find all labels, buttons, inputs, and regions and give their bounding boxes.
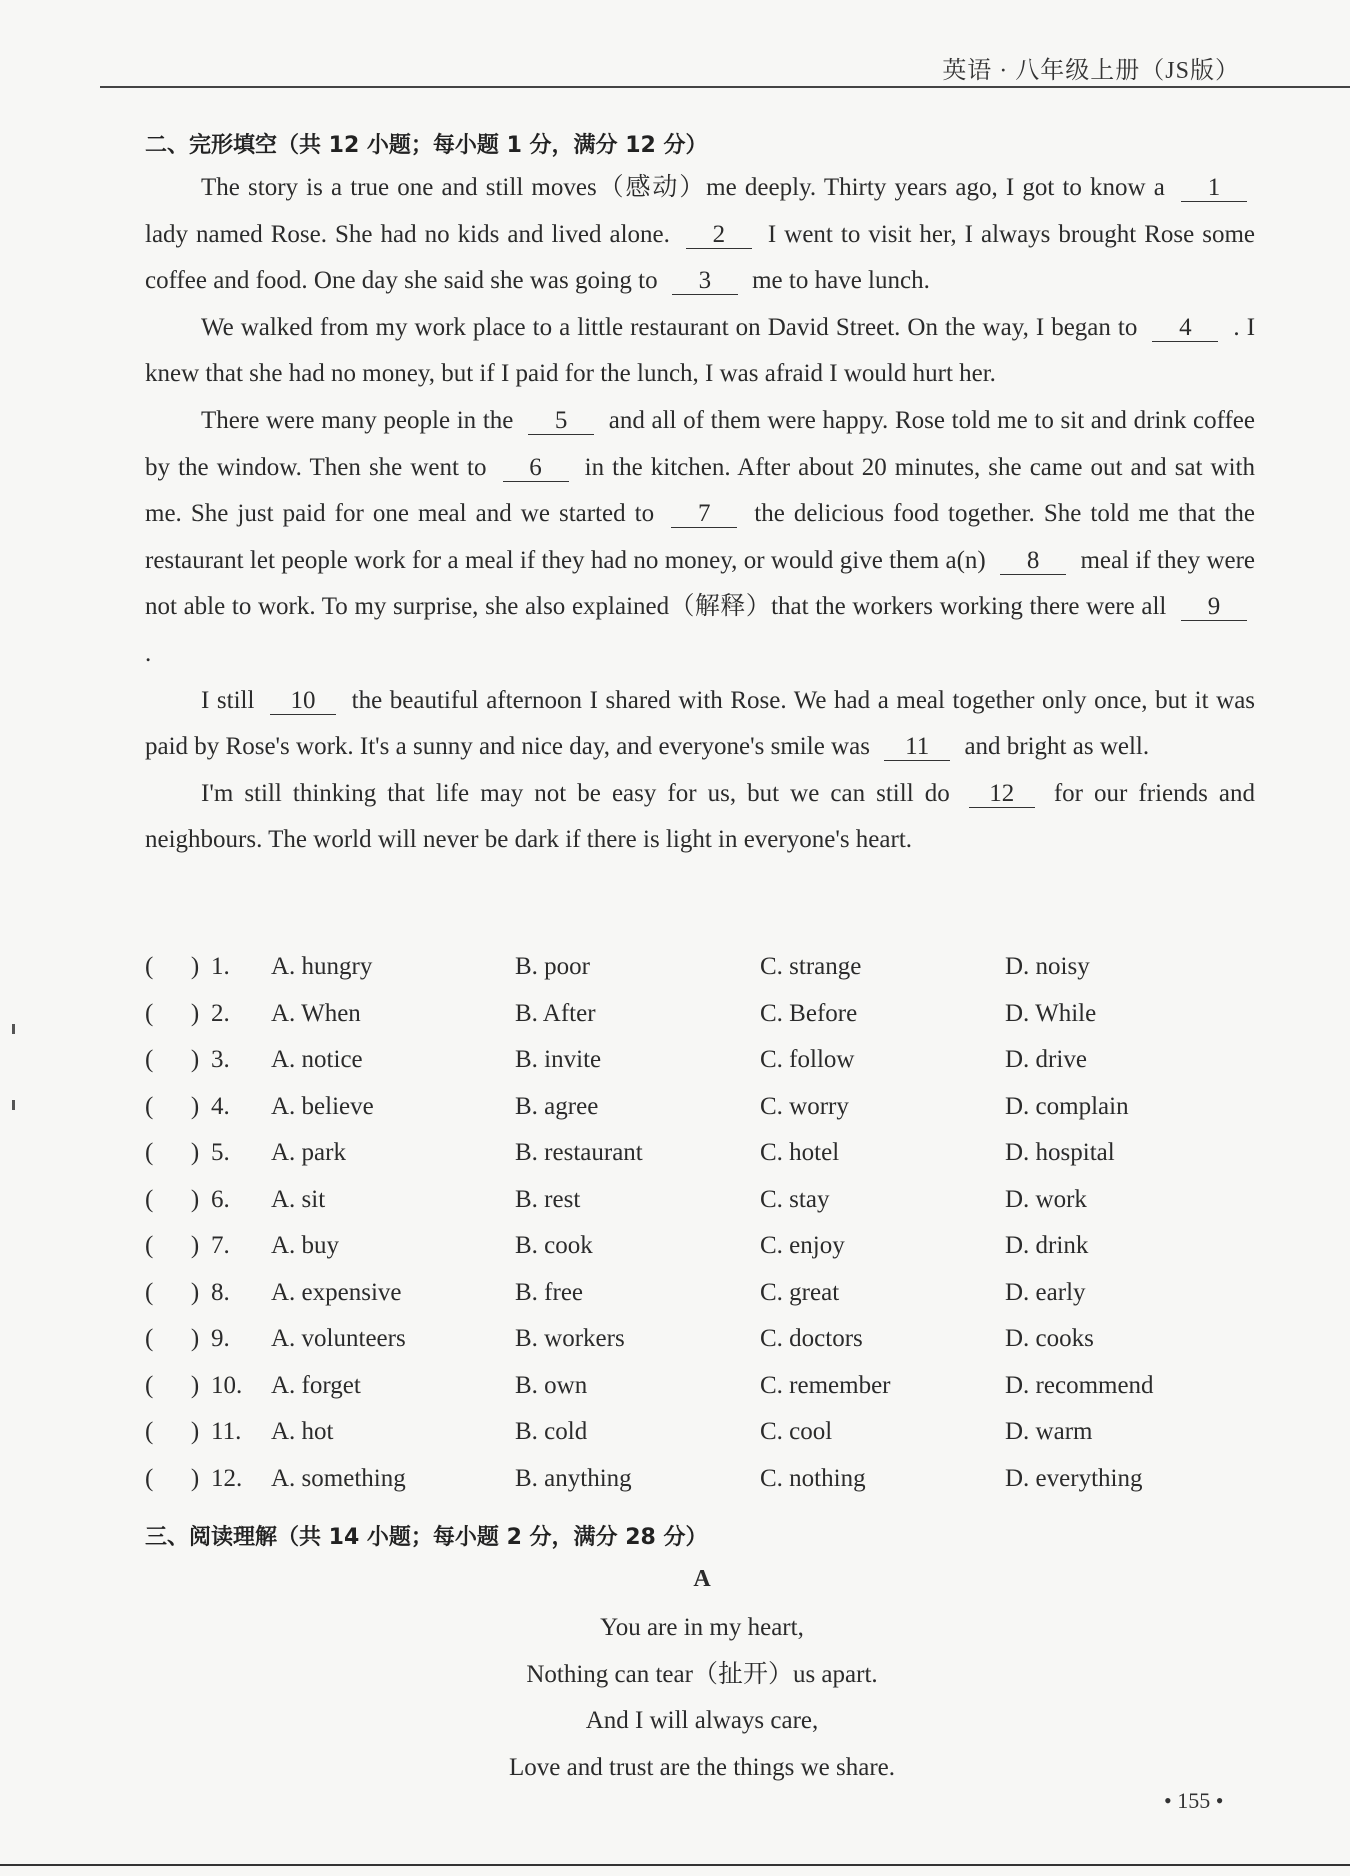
passage-text: me to have lunch. xyxy=(752,267,930,295)
page-number: • 155 • xyxy=(1164,1788,1224,1813)
question-number: 3. xyxy=(211,1046,230,1073)
choice-c: C. doctors xyxy=(760,1325,863,1352)
question-number: 5. xyxy=(211,1139,230,1166)
choice-c: C. hotel xyxy=(760,1139,840,1166)
choice-c: C. Before xyxy=(760,999,858,1027)
question-number: 12. xyxy=(211,1464,243,1492)
answer-bracket: ( ) xyxy=(145,1232,200,1259)
passage-text: lady named Rose. She had no kids and lived alone. xyxy=(145,220,670,248)
section-heading-cloze: 二、完形填空（共 12 小题；每小题 1 分，满分 12 分） xyxy=(145,133,708,158)
poem xyxy=(0,1605,1350,1791)
header-divider xyxy=(100,86,1350,88)
option-row xyxy=(145,1465,1255,1512)
option-row xyxy=(145,1232,1255,1279)
option-row xyxy=(145,1418,1255,1465)
cloze-blank: 7 xyxy=(671,501,737,528)
option-row xyxy=(145,953,1255,1000)
question-number: 9. xyxy=(211,1325,230,1352)
passage-text: I went to visit her, I always brought Rose some coffee and food. One day she said she was going to xyxy=(145,220,1255,295)
choice-c: C. worry xyxy=(760,1092,849,1120)
option-row xyxy=(145,1325,1255,1372)
choice-b: B. poor xyxy=(515,953,590,980)
question-number: 6. xyxy=(211,1185,230,1213)
passage-text: I'm still thinking that life may not be easy for us, but we can still do xyxy=(201,779,950,807)
cloze-blank: 12 xyxy=(969,781,1035,808)
answer-bracket: ( ) xyxy=(145,1464,200,1492)
passage-text: . I knew that she had no money, but if I paid for the lunch, I was afraid I would hurt her. xyxy=(145,313,1256,388)
choice-c: C. follow xyxy=(760,1046,855,1073)
choice-d: D. hospital xyxy=(1005,1139,1115,1166)
choice-a: A. believe xyxy=(271,1092,374,1120)
choice-d: D. work xyxy=(1005,1185,1087,1213)
margin-mark xyxy=(12,1024,15,1034)
choice-d: D. complain xyxy=(1005,1092,1129,1120)
choice-a: A. When xyxy=(271,999,361,1027)
answer-bracket: ( ) xyxy=(145,953,200,980)
passage-text: the delicious food together. She told me that the restaurant let people work for a meal if they had no money, or would give them a(n) xyxy=(145,500,1256,574)
question-number: 7. xyxy=(211,1232,230,1259)
cloze-blank: 4 xyxy=(1152,315,1218,342)
choice-a: A. expensive xyxy=(271,1278,402,1306)
passage-paragraph xyxy=(145,771,1255,864)
passage-paragraph xyxy=(145,165,1255,305)
choice-b: B. cold xyxy=(515,1418,588,1445)
margin-mark xyxy=(12,1100,15,1110)
question-number: 2. xyxy=(211,999,230,1027)
cloze-blank: 10 xyxy=(270,688,336,715)
cloze-blank: 6 xyxy=(503,455,569,482)
answer-bracket: ( ) xyxy=(145,1139,200,1166)
answer-bracket: ( ) xyxy=(145,1185,200,1213)
option-row xyxy=(145,1046,1255,1093)
poem-line: Nothing can tear（扯开）us apart. xyxy=(526,1660,878,1688)
choice-a: A. park xyxy=(271,1139,346,1166)
section-heading-reading: 三、阅读理解（共 14 小题；每小题 2 分，满分 28 分） xyxy=(145,1525,708,1550)
cloze-blank: 3 xyxy=(672,268,738,295)
cloze-blank: 8 xyxy=(1000,548,1066,575)
option-row xyxy=(145,1139,1255,1186)
choice-a: A. hot xyxy=(271,1418,334,1445)
choice-d: D. drink xyxy=(1005,1232,1089,1259)
passage-paragraph xyxy=(145,398,1255,678)
option-row xyxy=(145,1279,1255,1326)
choice-b: B. agree xyxy=(515,1092,599,1120)
cloze-blank: 1 xyxy=(1181,175,1247,202)
footer-divider xyxy=(0,1864,1350,1866)
reading-part-label: A xyxy=(693,1566,711,1592)
choice-d: D. While xyxy=(1005,999,1097,1027)
poem-line: Love and trust are the things we share. xyxy=(509,1753,895,1781)
choice-b: B. cook xyxy=(515,1232,593,1259)
choice-b: B. own xyxy=(515,1371,588,1399)
option-row xyxy=(145,1372,1255,1419)
question-number: 4. xyxy=(211,1092,230,1120)
choice-d: D. noisy xyxy=(1005,953,1090,980)
question-number: 10. xyxy=(211,1371,243,1399)
cloze-blank: 11 xyxy=(884,734,950,761)
passage-text: for our friends and neighbours. The world will never be dark if there is light in everyone's heart. xyxy=(145,779,1256,854)
answer-bracket: ( ) xyxy=(145,1278,200,1306)
choice-d: D. everything xyxy=(1005,1464,1143,1492)
choice-d: D. warm xyxy=(1005,1418,1093,1445)
passage-text: I still xyxy=(201,686,255,714)
choice-b: B. anything xyxy=(515,1464,632,1492)
option-row xyxy=(145,1093,1255,1140)
passage-text: and all of them were happy. Rose told me to sit and drink coffee by the window. Then she went to xyxy=(145,406,1256,481)
choice-c: C. great xyxy=(760,1278,840,1306)
choice-d: D. drive xyxy=(1005,1046,1087,1073)
passage-text: meal if they were not able to work. To my surprise, she also explained（解释）that the workers working there were all xyxy=(145,546,1256,621)
choice-a: A. something xyxy=(271,1464,406,1492)
option-row xyxy=(145,1186,1255,1233)
question-number: 11. xyxy=(211,1418,242,1445)
choice-c: C. remember xyxy=(760,1371,891,1399)
passage-text: in the kitchen. After about 20 minutes, she came out and sat with me. She just paid for one meal and we started to xyxy=(145,453,1255,528)
answer-bracket: ( ) xyxy=(145,1371,200,1399)
poem-line: And I will always care, xyxy=(585,1707,819,1734)
choice-a: A. forget xyxy=(271,1371,361,1399)
passage-text: We walked from my work place to a little restaurant on David Street. On the way, I began to xyxy=(201,313,1138,341)
answer-bracket: ( ) xyxy=(145,1046,200,1073)
cloze-passage xyxy=(145,165,1255,864)
passage-text: and bright as well. xyxy=(964,733,1150,761)
choice-d: D. recommend xyxy=(1005,1371,1154,1399)
cloze-blank: 9 xyxy=(1181,594,1247,621)
choice-c: C. enjoy xyxy=(760,1232,845,1259)
choice-c: C. strange xyxy=(760,953,862,980)
choice-a: A. volunteers xyxy=(271,1325,406,1352)
choice-a: A. buy xyxy=(271,1232,340,1259)
question-number: 1. xyxy=(211,953,230,980)
choice-b: B. free xyxy=(515,1278,584,1306)
choice-d: D. early xyxy=(1005,1278,1086,1306)
choice-a: A. sit xyxy=(271,1185,326,1213)
answer-bracket: ( ) xyxy=(145,999,200,1027)
passage-text: There were many people in the xyxy=(201,406,514,434)
page-header-title: 英语 · 八年级上册（JS版） xyxy=(942,58,1240,84)
passage-paragraph xyxy=(145,678,1255,771)
answer-bracket: ( ) xyxy=(145,1418,200,1445)
poem-line: You are in my heart, xyxy=(600,1614,804,1641)
cloze-options-list xyxy=(145,953,1255,1511)
question-number: 8. xyxy=(211,1278,230,1306)
passage-text: The story is a true one and still moves（感动）me deeply. Thirty years ago, I got to know a xyxy=(201,174,1165,201)
choice-b: B. restaurant xyxy=(515,1139,643,1166)
cloze-blank: 5 xyxy=(528,408,594,435)
passage-text: . xyxy=(145,639,152,667)
choice-b: B. invite xyxy=(515,1046,602,1073)
choice-d: D. cooks xyxy=(1005,1325,1094,1352)
cloze-blank: 2 xyxy=(686,222,752,249)
passage-text: the beautiful afternoon I shared with Rose. We had a meal together only once, but it was paid by Rose's work. It's a sunny and nice day, and everyone's smile was xyxy=(145,686,1256,761)
option-row xyxy=(145,1000,1255,1047)
choice-a: A. hungry xyxy=(271,953,373,980)
choice-c: C. cool xyxy=(760,1418,833,1445)
answer-bracket: ( ) xyxy=(145,1325,200,1352)
passage-paragraph xyxy=(145,305,1255,398)
choice-c: C. nothing xyxy=(760,1464,866,1492)
choice-b: B. After xyxy=(515,999,596,1027)
choice-b: B. rest xyxy=(515,1185,581,1213)
choice-c: C. stay xyxy=(760,1185,830,1213)
choice-a: A. notice xyxy=(271,1046,363,1073)
choice-b: B. workers xyxy=(515,1325,625,1352)
answer-bracket: ( ) xyxy=(145,1092,200,1120)
